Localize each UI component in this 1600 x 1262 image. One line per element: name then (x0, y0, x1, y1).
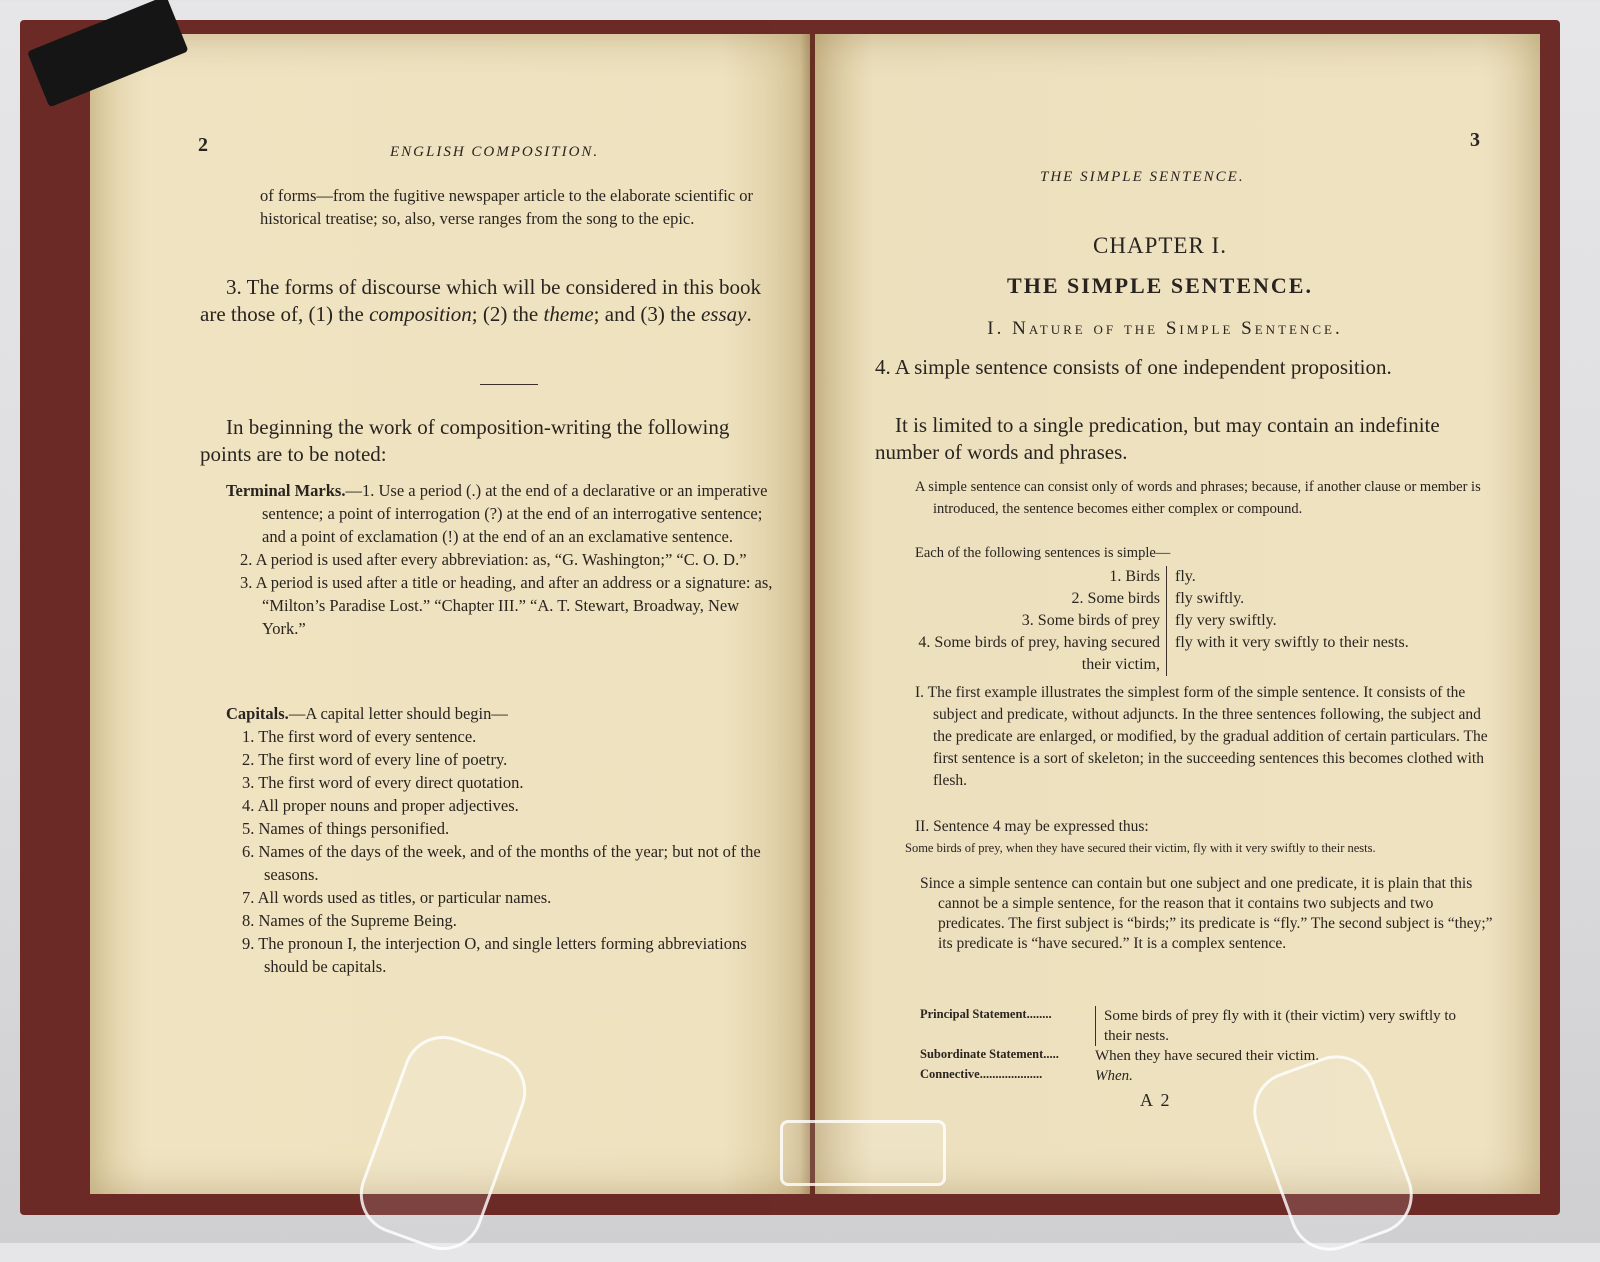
analysis-value: Some birds of prey fly with it (their victim) very swiftly to their nests. (1095, 1006, 1480, 1046)
signature-mark: A 2 (1140, 1089, 1172, 1112)
capitals-item: 5. Names of things personified. (226, 817, 786, 840)
capitals-heading: Capitals. (226, 704, 289, 723)
analysis-value: When they have secured their victim. (1095, 1046, 1475, 1066)
paragraph-4: 4. A simple sentence consists of one independent proposition. (875, 354, 1480, 381)
left-page (90, 34, 810, 1194)
terminal-item (226, 479, 786, 548)
capitals-lead (226, 702, 786, 725)
example-predicate: fly swiftly. (1167, 588, 1475, 610)
example-predicate: fly. (1167, 566, 1475, 588)
each-paragraph: Each of the following sentences is simple— (915, 542, 1480, 564)
essay-term: essay (701, 302, 747, 326)
analysis-value: When. (1095, 1066, 1475, 1086)
limited-paragraph: It is limited to a single predication, but may contain an indefinite number of words and phrases. (875, 412, 1480, 466)
example-row (915, 610, 1475, 632)
consist-paragraph: A simple sentence can consist only of words and phrases; because, if another clause or member is introduced, the sentence becomes either complex or compound. (915, 476, 1498, 520)
terminal-item: 3. A period is used after a title or heading, and after an address or a signature: as, “Milton’s Paradise Lost.” “Chapter III.” “A. T. Stewart, Broadway, New York.” (226, 571, 786, 640)
section-3-paragraph (200, 274, 785, 328)
example-subject: 2. Some birds (915, 588, 1167, 610)
analysis-label: Connective.................... (920, 1066, 1095, 1086)
note-2: II. Sentence 4 may be expressed thus: (915, 816, 1480, 838)
note-1: I. The first example illustrates the simplest form of the simple sentence. It consists of the subject and predicate, without adjuncts. In the three sentences following, the subject and the predicate are enlarged, or modified, by the gradual addition of certain particulars. The first sentence is a sort of skeleton; in the succeeding sentences this becomes clothed with flesh. (915, 682, 1498, 792)
intro-paragraph: of forms—from the fugitive newspaper article to the elaborate scientific or historical treatise; so, also, verse ranges from the song to the epic. (260, 184, 785, 230)
page-number: 3 (1470, 129, 1480, 152)
capitals-item: 8. Names of the Supreme Being. (226, 909, 786, 932)
capitals-item: 7. All words used as titles, or particular names. (226, 886, 786, 909)
section-divider (480, 384, 538, 385)
example-row (915, 588, 1475, 610)
composition-term: composition (369, 302, 472, 326)
terminal-item: 2. A period is used after every abbreviation: as, “G. Washington;” “C. O. D.” (226, 548, 786, 571)
analysis-table (920, 1006, 1480, 1086)
example-row (915, 632, 1475, 676)
beginning-paragraph: In beginning the work of composition-writing the following points are to be noted: (200, 414, 785, 468)
terminal-marks-section (226, 479, 786, 640)
section-3-text: ; (2) the (472, 302, 544, 326)
section-3-text: ; and (3) the (594, 302, 701, 326)
page-number: 2 (198, 134, 208, 157)
analysis-row (920, 1046, 1480, 1066)
theme-term: theme (544, 302, 594, 326)
capitals-item: 4. All proper nouns and proper adjectives. (226, 794, 786, 817)
running-head: ENGLISH COMPOSITION. (390, 144, 599, 161)
analysis-label: Subordinate Statement..... (920, 1046, 1095, 1066)
open-book (20, 20, 1560, 1215)
capitals-item: 9. The pronoun I, the interjection O, and single letters forming abbreviations should be capitals. (226, 932, 786, 978)
analysis-row (920, 1006, 1480, 1046)
capitals-item: 2. The first word of every line of poetry. (226, 748, 786, 771)
since-paragraph: Since a simple sentence can contain but one subject and one predicate, it is plain that this cannot be a simple sentence, for the reason that it contains two subjects and two predicates. The first subject is “birds;” its predicate is “fly.” The second subject is “they;” its predicate is “have secured.” It is a complex sentence. (920, 874, 1498, 954)
example-subject: 4. Some birds of prey, having secured their victim, (915, 632, 1167, 676)
book-stand-center (780, 1120, 946, 1186)
example-predicate: fly with it very swiftly to their nests. (1167, 632, 1475, 676)
section-number: 3. (200, 275, 242, 299)
capitals-item: 1. The first word of every sentence. (226, 725, 786, 748)
section-title: I. Nature of the Simple Sentence. (815, 317, 1515, 340)
capitals-lead-text: —A capital letter should begin— (289, 704, 508, 723)
capitals-section (226, 702, 786, 978)
running-head: THE SIMPLE SENTENCE. (1040, 169, 1245, 186)
section-3-text: The forms of discourse which will be considered in this book are those of, (1) the (200, 275, 761, 326)
example-subject: 1. Birds (915, 566, 1167, 588)
example-subject: 3. Some birds of prey (915, 610, 1167, 632)
expressed-sentence: Some birds of prey, when they have secured their victim, fly with it very swiftly to their nests. (885, 840, 1485, 856)
analysis-label: Principal Statement........ (920, 1006, 1095, 1046)
terminal-heading: Terminal Marks. (226, 481, 345, 500)
chapter-number: CHAPTER I. (815, 234, 1505, 257)
terminal-item-text: —1. Use a period (.) at the end of a declarative or an imperative sentence; a point of interrogation (?) at the end of an interrogative sentence; and a point of exclamation (!) at the end of an an exclamative sentence. (262, 481, 767, 546)
examples-table (915, 566, 1475, 676)
example-row (915, 566, 1475, 588)
analysis-row (920, 1066, 1480, 1086)
section-3-text: . (746, 302, 751, 326)
right-page (815, 34, 1540, 1194)
example-predicate: fly very swiftly. (1167, 610, 1475, 632)
capitals-item: 3. The first word of every direct quotation. (226, 771, 786, 794)
capitals-item: 6. Names of the days of the week, and of the months of the year; but not of the seasons. (226, 840, 786, 886)
chapter-title: THE SIMPLE SENTENCE. (815, 274, 1505, 297)
